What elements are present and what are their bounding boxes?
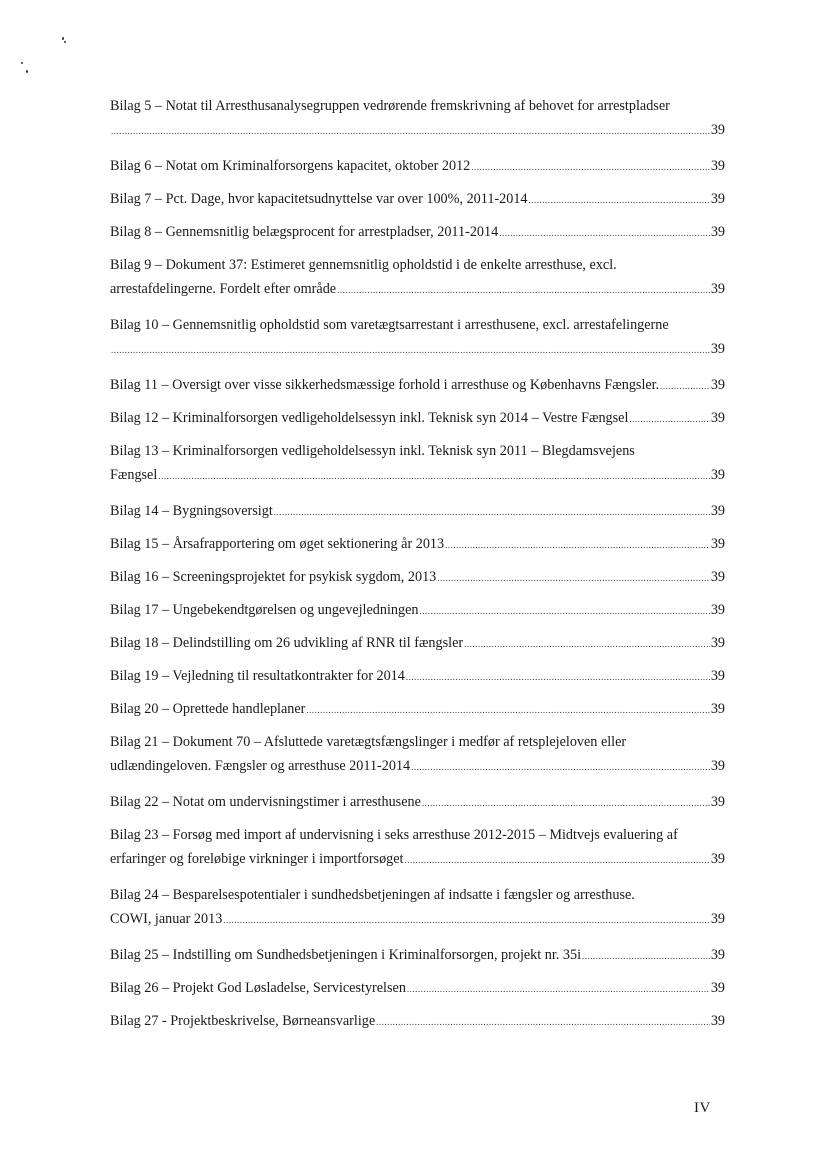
toc-entry-title-line: Bilag 9 – Dokument 37: Estimeret gennemsnitlig opholdstid i de enkelte arresthuse, excl. xyxy=(110,257,617,273)
toc-entry-title-line: Bilag 10 – Gennemsnitlig opholdstid som varetægtsarrestant i arresthusene, excl. arrestafelingerne xyxy=(110,317,669,333)
toc-entry-leader-line xyxy=(110,664,725,689)
toc-entry[interactable] xyxy=(110,532,725,565)
toc-page-number: 39 xyxy=(710,281,725,297)
toc-page-number: 39 xyxy=(710,794,725,810)
dot-leader xyxy=(464,632,710,656)
toc-entry-title: COWI, januar 2013 xyxy=(110,911,223,927)
toc-entry-title: Bilag 22 – Notat om undervisningstimer i arresthusene xyxy=(110,794,421,810)
toc-entry-title: udlændingeloven. Fængsler og arresthuse 2011-2014 xyxy=(110,758,411,774)
dot-leader xyxy=(111,338,710,362)
dot-leader xyxy=(629,407,709,431)
toc-entry[interactable] xyxy=(110,439,725,499)
toc-entry-title: Bilag 12 – Kriminalforsorgen vedligeholdelsessyn inkl. Teknisk syn 2014 – Vestre Fængsel xyxy=(110,410,629,426)
toc-entry-leader-line xyxy=(110,1009,725,1034)
toc-entry[interactable] xyxy=(110,943,725,976)
toc-entry[interactable] xyxy=(110,220,725,253)
toc-entry[interactable] xyxy=(110,730,725,790)
dot-leader xyxy=(437,566,710,590)
toc-entry-title: Bilag 15 – Årsafrapportering om øget sektionering år 2013 xyxy=(110,536,445,552)
dot-leader xyxy=(406,665,710,689)
toc-entry-leader-line xyxy=(110,154,725,179)
dot-leader xyxy=(422,791,710,815)
toc-entry-title: Bilag 17 – Ungebekendtgørelsen og ungevejledningen xyxy=(110,602,419,618)
toc-entry-title: Bilag 6 – Notat om Kriminalforsorgens kapacitet, oktober 2012 xyxy=(110,158,471,174)
dot-leader xyxy=(411,755,710,779)
toc-entry[interactable] xyxy=(110,499,725,532)
toc-entry[interactable] xyxy=(110,406,725,439)
table-of-contents xyxy=(110,94,725,1042)
dot-leader xyxy=(582,944,710,968)
toc-page-number: 39 xyxy=(710,569,725,585)
toc-entry-leader-line xyxy=(110,976,725,1001)
toc-page-number: 39 xyxy=(710,758,725,774)
toc-entry-title: Fængsel xyxy=(110,467,158,483)
scan-speck xyxy=(64,41,66,43)
dot-leader xyxy=(223,908,710,932)
toc-entry-title: arrestafdelingerne. Fordelt efter område xyxy=(110,281,337,297)
toc-page-number: 39 xyxy=(710,911,725,927)
toc-page-number: 39 xyxy=(710,122,725,138)
toc-entry[interactable] xyxy=(110,598,725,631)
toc-page-number: 39 xyxy=(710,602,725,618)
toc-entry-title: Bilag 19 – Vejledning til resultatkontrakter for 2014 xyxy=(110,668,405,684)
dot-leader xyxy=(337,278,710,302)
toc-page-number: 39 xyxy=(710,410,725,426)
toc-page-number: 39 xyxy=(710,191,725,207)
toc-entry-leader-line xyxy=(110,598,725,623)
toc-page-number: 39 xyxy=(710,224,725,240)
toc-page-number: 39 xyxy=(710,503,725,519)
toc-entry-title: erfaringer og foreløbige virkninger i importforsøget xyxy=(110,851,404,867)
toc-entry[interactable] xyxy=(110,565,725,598)
dot-leader xyxy=(274,500,710,524)
toc-page-number: 39 xyxy=(710,980,725,996)
toc-entry[interactable] xyxy=(110,790,725,823)
toc-entry-title: Bilag 27 - Projektbeskrivelse, Børneansvarlige xyxy=(110,1013,376,1029)
toc-entry-leader-line xyxy=(110,499,725,524)
toc-entry-leader-line xyxy=(110,754,725,779)
toc-entry-leader-line xyxy=(110,406,725,431)
toc-entry[interactable] xyxy=(110,1009,725,1042)
dot-leader xyxy=(407,977,710,1001)
toc-entry-title: Bilag 8 – Gennemsnitlig belægsprocent for arrestpladser, 2011-2014 xyxy=(110,224,499,240)
toc-page-number: 39 xyxy=(710,536,725,552)
toc-entry-title-line: Bilag 24 – Besparelsespotentialer i sundhedsbetjeningen af indsatte i fængsler og arresthuse. xyxy=(110,887,635,903)
toc-entry-title: Bilag 25 – Indstilling om Sundhedsbetjeningen i Kriminalforsorgen, projekt nr. 35i xyxy=(110,947,582,963)
toc-entry-leader-line xyxy=(110,118,725,143)
dot-leader xyxy=(306,698,709,722)
toc-entry[interactable] xyxy=(110,94,725,154)
toc-entry-leader-line xyxy=(110,337,725,362)
dot-leader xyxy=(420,599,710,623)
scan-speck xyxy=(26,70,28,73)
toc-entry-leader-line xyxy=(110,631,725,656)
toc-page-number: 39 xyxy=(710,341,725,357)
toc-entry-leader-line xyxy=(110,532,725,557)
toc-entry[interactable] xyxy=(110,631,725,664)
toc-entry[interactable] xyxy=(110,154,725,187)
toc-entry-title: Bilag 20 – Oprettede handleplaner xyxy=(110,701,306,717)
scan-speck xyxy=(62,37,64,40)
toc-entry-leader-line xyxy=(110,907,725,932)
dot-leader xyxy=(376,1010,710,1034)
toc-entry-title: Bilag 11 – Oversigt over visse sikkerhedsmæssige forhold i arresthuse og Københavns Fængsler. xyxy=(110,377,660,393)
dot-leader xyxy=(660,374,710,398)
dot-leader xyxy=(158,464,710,488)
toc-entry-leader-line xyxy=(110,187,725,212)
dot-leader xyxy=(405,848,710,872)
toc-page-number: 39 xyxy=(710,467,725,483)
toc-page-number: 39 xyxy=(710,1013,725,1029)
toc-entry-leader-line xyxy=(110,790,725,815)
scan-speck xyxy=(21,62,23,64)
toc-entry-leader-line xyxy=(110,565,725,590)
toc-entry-leader-line xyxy=(110,277,725,302)
toc-page-number: 39 xyxy=(710,668,725,684)
toc-entry-leader-line xyxy=(110,943,725,968)
toc-entry[interactable] xyxy=(110,253,725,313)
toc-entry-title-line: Bilag 21 – Dokument 70 – Afsluttede varetægtsfængslinger i medfør af retsplejeloven eller xyxy=(110,734,627,750)
toc-page-number: 39 xyxy=(710,947,725,963)
toc-entry-title: Bilag 7 – Pct. Dage, hvor kapacitetsudnyttelse var over 100%, 2011-2014 xyxy=(110,191,528,207)
toc-entry-leader-line xyxy=(110,697,725,722)
toc-page-number: 39 xyxy=(710,635,725,651)
toc-entry-title: Bilag 26 – Projekt God Løsladelse, Servicestyrelsen xyxy=(110,980,406,996)
toc-entry[interactable] xyxy=(110,823,725,883)
toc-page-number: 39 xyxy=(710,701,725,717)
toc-entry[interactable] xyxy=(110,664,725,697)
toc-page-number: 39 xyxy=(710,158,725,174)
toc-entry-leader-line xyxy=(110,220,725,245)
toc-entry[interactable] xyxy=(110,883,725,943)
toc-entry-title: Bilag 18 – Delindstilling om 26 udvikling af RNR til fængsler xyxy=(110,635,464,651)
toc-entry[interactable] xyxy=(110,697,725,730)
dot-leader xyxy=(499,221,710,245)
toc-entry-leader-line xyxy=(110,847,725,872)
toc-entry[interactable] xyxy=(110,373,725,406)
dot-leader xyxy=(529,188,710,212)
toc-entry-title: Bilag 16 – Screeningsprojektet for psykisk sygdom, 2013 xyxy=(110,569,437,585)
dot-leader xyxy=(111,119,710,143)
toc-entry-title-line: Bilag 23 – Forsøg med import af undervisning i seks arresthuse 2012-2015 – Midtvejs evaluering af xyxy=(110,827,678,843)
toc-entry-leader-line xyxy=(110,373,725,398)
dot-leader xyxy=(471,155,710,179)
toc-entry-title: Bilag 14 – Bygningsoversigt xyxy=(110,503,273,519)
toc-entry-title-line: Bilag 5 – Notat til Arresthusanalysegruppen vedrørende fremskrivning af behovet for arrestpladser xyxy=(110,98,670,114)
page-number: IV xyxy=(694,1100,711,1116)
toc-entry[interactable] xyxy=(110,976,725,1009)
toc-entry[interactable] xyxy=(110,187,725,220)
toc-entry-leader-line xyxy=(110,463,725,488)
toc-page-number: 39 xyxy=(710,851,725,867)
dot-leader xyxy=(445,533,710,557)
toc-page-number: 39 xyxy=(710,377,725,393)
toc-entry[interactable] xyxy=(110,313,725,373)
toc-entry-title-line: Bilag 13 – Kriminalforsorgen vedligeholdelsessyn inkl. Teknisk syn 2011 – Blegdamsvejens xyxy=(110,443,635,459)
